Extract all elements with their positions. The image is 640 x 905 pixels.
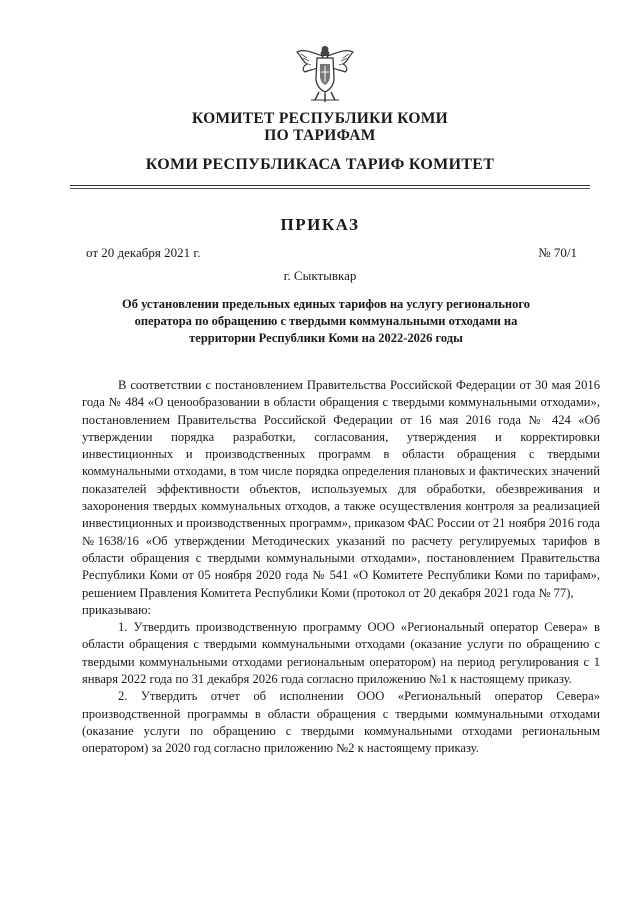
subject-line: территории Республики Коми на 2022-2026 годы — [189, 331, 463, 345]
order-city: г. Сыктывкар — [283, 268, 357, 283]
subject-line: оператора по обращению с твердыми коммунальными отходами на — [134, 314, 518, 328]
preamble-paragraph: В соответствии с постановлением Правительства Российской Федерации от 30 мая 2016 года № 484 «О ценообразовании в области обращения с твердыми коммунальными отходами», постановлением Правительства Российской Федерации от 16 мая 2016 года № 424 «Об утверждении порядка разработки, согласования, утверждения и корректировки инвестиционных и производственных программ в области обращения с твердыми коммунальными отходами, в том числе порядка определения плановых и фактических значений показателей эффективности объектов, используемых для обработки, обезвреживания и захоронения твердых коммунальных отходов, а также осуществления контроля за реализацией инвестиционных и производственных программ», приказом ФАС России от 21 ноября 2016 года №1638/16 «Об утверждении Методических указаний по расчету регулируемых тарифов в области обращения с твердыми коммунальными отходами», постановлением Правительства Республики Коми от 05 ноября 2020 года № 541 «О Комитете Республики Коми по тарифам», решением Правления Комитета Республики Коми (протокол от 20 декабря 2021 года № 77), приказываю: — [82, 378, 600, 617]
organization-name: КОМИТЕТ РЕСПУБЛИКИ КОМИ — [191, 110, 449, 127]
order-subject — [92, 296, 560, 347]
komi-coat-of-arms-icon — [293, 38, 357, 108]
order-body — [82, 377, 600, 758]
organization-name-komi: КОМИ РЕСПУБЛИКАСА ТАРИФ КОМИТЕТ — [145, 156, 495, 173]
order-date: от 20 декабря 2021 г. — [86, 245, 201, 260]
order-item-2: 2. Утвердить отчет об исполнении ООО «Региональный оператор Севера» производственной программы в области обращения с твердыми коммунальными отходами (оказание услуги по обращению с твердыми коммунальными отходами региональным оператором) за 2020 год согласно приложению №2 к настоящему приказу. — [82, 689, 600, 756]
subject-line: Об установлении предельных единых тарифов на услугу регионального — [121, 297, 531, 311]
header-divider — [70, 185, 590, 186]
document-title: ПРИКАЗ — [280, 215, 360, 234]
header-divider-thin — [70, 188, 590, 189]
order-word: приказываю: — [82, 602, 152, 617]
order-item-1: 1. Утвердить производственную программу ООО «Региональный оператор Севера» в области обращения с твердыми коммунальными отходами (оказание услуги по обращению с твердыми коммунальными отходами региональным оператором) на период регулирования с 1 января 2022 года по 31 декабря 2026 года согласно приложению №1 к настоящему приказу. — [82, 620, 600, 687]
order-number: № 70/1 — [538, 245, 577, 260]
organization-name-line2: ПО ТАРИФАМ — [264, 127, 376, 144]
